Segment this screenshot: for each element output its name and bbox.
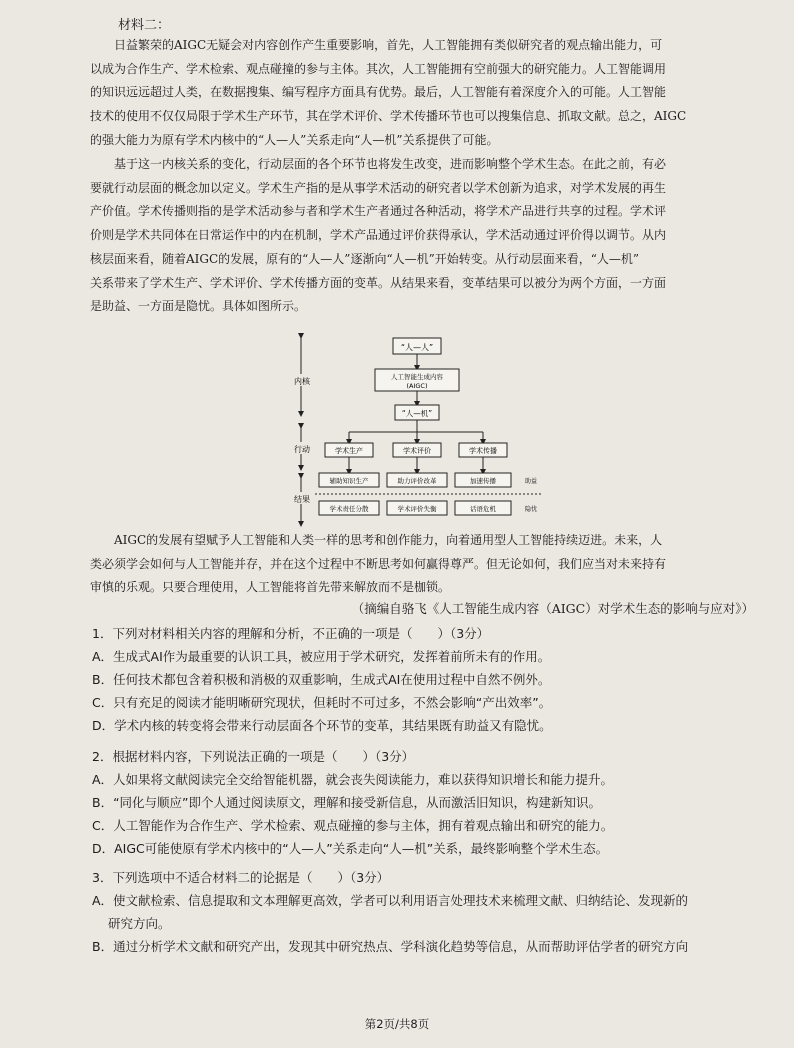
text-line: 技术的使用不仅仅局限于学术生产环节，其在学术评价、学术传播环节也可以搜集信息、抓取文献。总之，AIGC xyxy=(90,109,687,124)
paragraph-1 xyxy=(90,34,744,153)
paragraph-2 xyxy=(90,153,744,319)
text-line: 审慎的乐观。只要合理使用，人工智能将首先带来解放而不是枷锁。 xyxy=(90,580,451,595)
action-academic-production: 学术生产 xyxy=(335,447,363,455)
box-human-human: “人—人” xyxy=(400,343,434,352)
option-d: D．AIGC可能使原有学术内核中的“人—人”关系走向“人—机”关系，最终影响整个学术生态。 xyxy=(92,841,609,856)
option-b: B．通过分析学术文献和研究产出，发现其中研究热点、学科演化趋势等信息，从而帮助评估学者的研究方向 xyxy=(92,939,689,954)
page-number: 第2页/共8页 xyxy=(364,1017,430,1031)
source-citation: （摘编自骆飞《人工智能生成内容（AIGC）对学术生态的影响与应对》） xyxy=(351,601,754,616)
option-c: C．只有充足的阅读才能明晰研究现状，但耗时不可过多，不然会影响“产出效率”。 xyxy=(92,695,552,710)
side-label-action: 行动 xyxy=(294,445,310,454)
text-line: 核层面来看，随着AIGC的发展，原有的“人—人”逐渐向“人—机”开始转变。从行动层面来看，“人—机” xyxy=(90,251,639,266)
box-aigc-line2: (AIGC) xyxy=(406,382,428,390)
benefit-box-2: 助力评价改革 xyxy=(397,477,437,485)
text-line: 的知识远远超过人类，在数据搜集、编写程序方面具有优势。最后，人工智能有着深度介入的可能。人工智能 xyxy=(90,85,667,100)
question-stem: 3．下列选项中不适合材料二的论据是（ ）（3分） xyxy=(92,870,390,885)
option-a: A．人如果将文献阅读完全交给智能机器，就会丧失阅读能力，难以获得知识增长和能力提升。 xyxy=(92,772,614,787)
risk-box-3: 话语危机 xyxy=(470,505,496,513)
aigc-influence-diagram xyxy=(285,328,555,528)
option-a: A．生成式AI作为最重要的认识工具，被应用于学术研究，发挥着前所未有的作用。 xyxy=(92,649,551,664)
option-c: C．人工智能作为合作生产、学术检索、观点碰撞的参与主体，拥有着观点输出和研究的能力。 xyxy=(92,818,614,833)
option-d: D．学术内核的转变将会带来行动层面各个环节的变革，其结果既有助益又有隐忧。 xyxy=(92,718,552,733)
option-b: B．“同化与顺应”即个人通过阅读原文，理解和接受新信息，从而激活旧知识，构建新知识。 xyxy=(92,795,602,810)
side-label-core: 内核 xyxy=(294,377,310,386)
benefit-label: 助益 xyxy=(524,478,538,485)
text-line: 日益繁荣的AIGC无疑会对内容创作产生重要影响，首先，人工智能拥有类似研究者的观点输出能力，可 xyxy=(114,38,663,52)
paragraph-3 xyxy=(90,529,744,600)
action-academic-evaluation: 学术评价 xyxy=(403,447,431,455)
option-a: A．使文献检索、信息提取和文本理解更高效，学者可以利用语言处理技术来梳理文献、归纳结论、发现新的 xyxy=(92,893,689,908)
text-line: 价则是学术共同体在日常运作中的内在机制，学术产品通过评价获得承认，学术活动通过评价得以调节。从内 xyxy=(90,228,667,243)
risk-box-2: 学术评价失衡 xyxy=(397,505,437,513)
text-line: 的强大能力为原有学术内核中的“人—人”关系走向“人—机”关系提供了可能。 xyxy=(90,132,499,147)
option-a-continued: 研究方向。 xyxy=(108,916,171,931)
text-line: 关系带来了学术生产、学术评价、学术传播方面的变革。从结果来看，变革结果可以被分为两个方面，一方面 xyxy=(90,275,667,290)
text-line: 是助益、一方面是隐忧。具体如图所示。 xyxy=(90,299,307,314)
text-line: 基于这一内核关系的变化，行动层面的各个环节也将发生改变，进而影响整个学术生态。在此之前，有必 xyxy=(114,157,667,171)
text-line: AIGC的发展有望赋予人工智能和人类一样的思考和创作能力，向着通用型人工智能持续迈进。未来，人 xyxy=(114,533,663,547)
material-heading: 材料二： xyxy=(118,18,171,33)
question-2 xyxy=(92,745,752,860)
action-academic-dissemination: 学术传播 xyxy=(469,447,497,455)
question-3 xyxy=(92,866,752,958)
risk-label: 隐忧 xyxy=(524,506,538,513)
question-stem: 1．下列对材料相关内容的理解和分析，不正确的一项是（ ）（3分） xyxy=(92,626,490,641)
side-label-result: 结果 xyxy=(294,495,310,504)
text-line: 类必须学会如何与人工智能并存，并在这个过程中不断思考如何赢得尊严。但无论如何，我们应当对未来持有 xyxy=(90,556,667,571)
option-b: B．任何技术都包含着积极和消极的双重影响，生成式AI在使用过程中自然不例外。 xyxy=(92,672,551,687)
text-line: 要就行动层面的概念加以定义。学术生产指的是从事学术活动的研究者以学术创新为追求，对学术发展的再生 xyxy=(90,180,667,195)
risk-box-1: 学术责任分散 xyxy=(329,505,369,513)
benefit-box-1: 辅助知识生产 xyxy=(329,477,369,485)
benefit-box-3: 加速传播 xyxy=(470,477,496,485)
question-stem: 2．根据材料内容，下列说法正确的一项是（ ）（3分） xyxy=(92,749,415,764)
box-aigc-line1: 人工智能生成内容 xyxy=(391,373,443,381)
box-human-machine: “人—机” xyxy=(401,409,433,418)
question-1 xyxy=(92,622,752,737)
text-line: 以成为合作生产、学术检索、观点碰撞的参与主体。其次，人工智能拥有空前强大的研究能力。人工智能调用 xyxy=(90,61,667,76)
text-line: 产价值。学术传播则指的是学术活动参与者和学术生产者通过各种活动，将学术产品进行共享的过程。学术评 xyxy=(90,204,667,219)
